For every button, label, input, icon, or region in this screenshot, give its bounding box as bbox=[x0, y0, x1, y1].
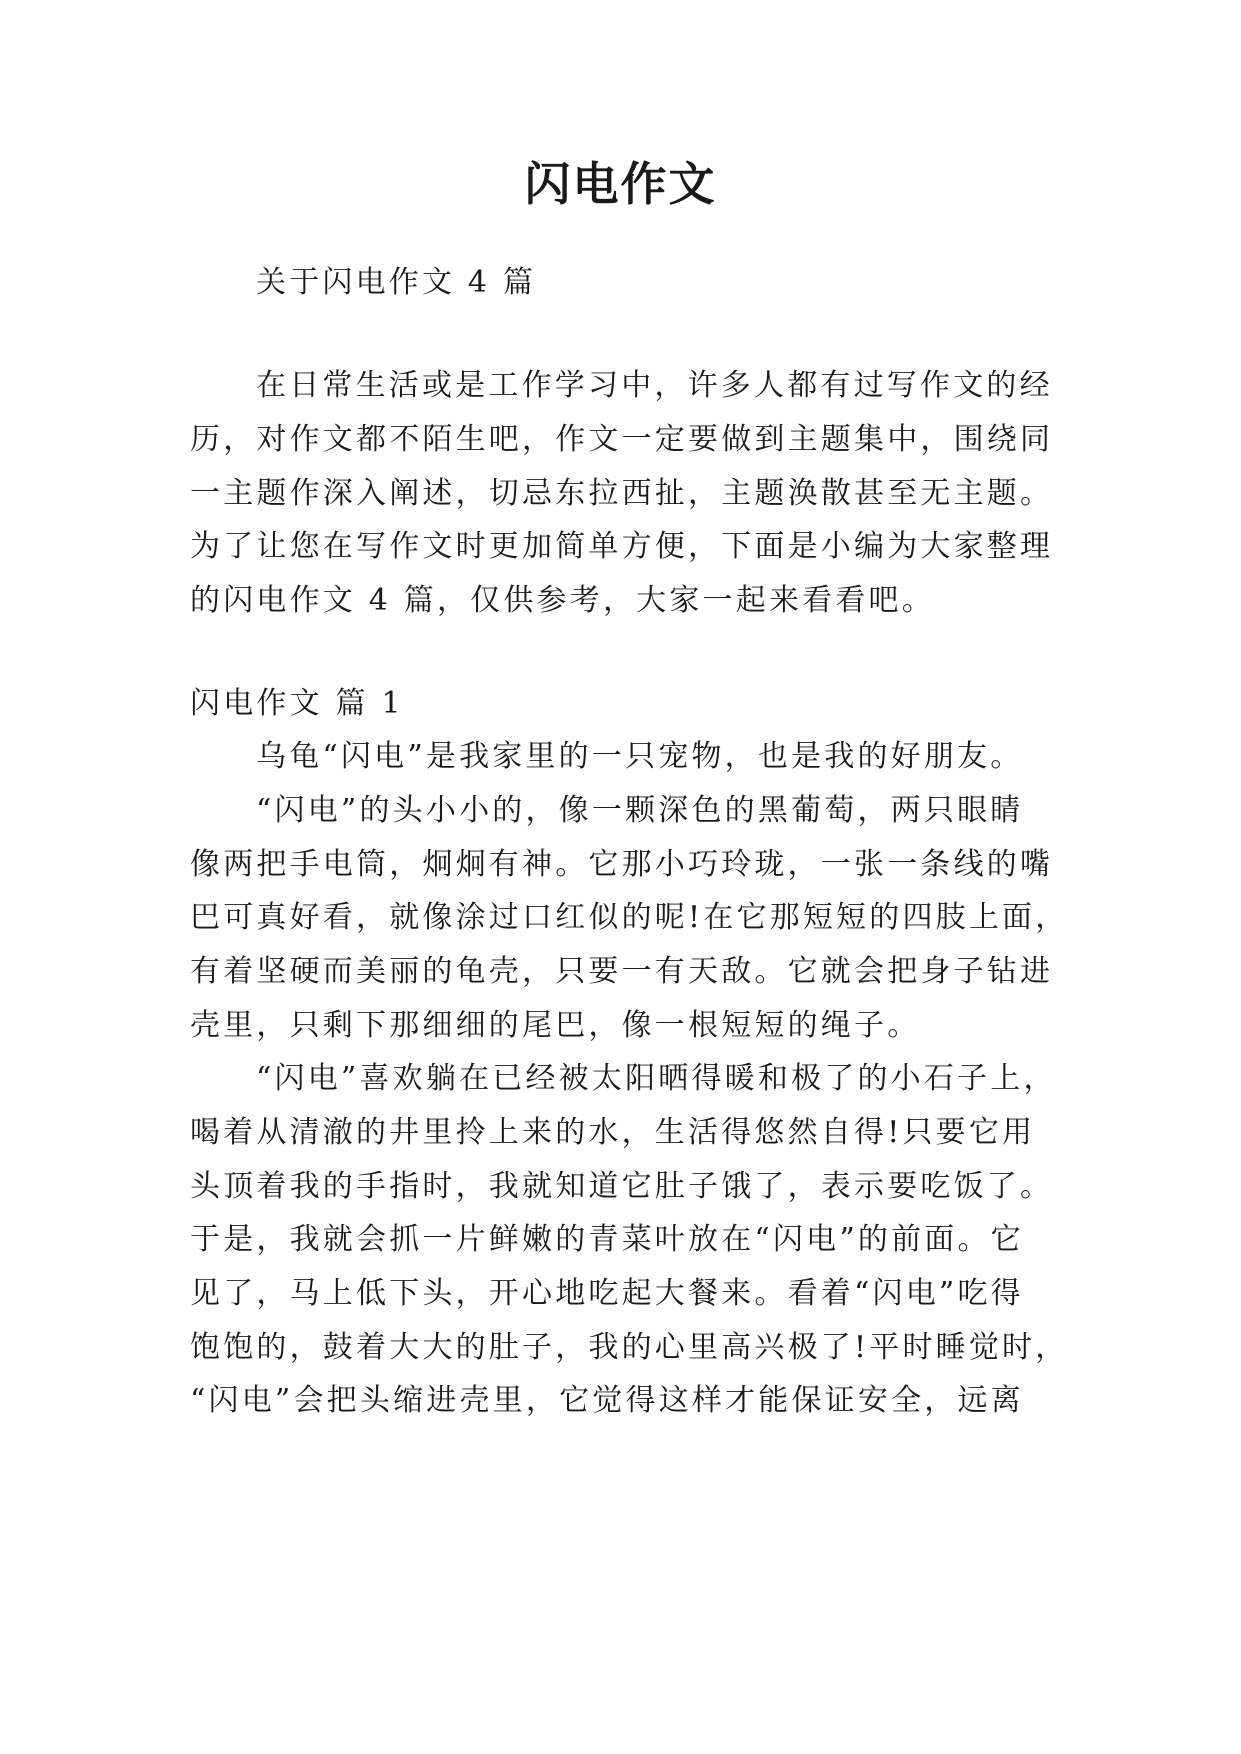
intro-line: 的闪电作文 4 篇，仅供参考，大家一起来看看吧。 bbox=[190, 583, 935, 618]
section-line: 见了，马上低下头，开心地吃起大餐来。看着“闪电”吃得 bbox=[190, 1276, 1024, 1311]
intro-line: 在日常生活或是工作学习中，许多人都有过写作文的经 bbox=[256, 368, 1053, 403]
section-line: 于是，我就会抓一片鲜嫩的青菜叶放在“闪电”的前面。它 bbox=[190, 1222, 1024, 1257]
section-line: 头顶着我的手指时，我就知道它肚子饿了，表示要吃饭了。 bbox=[190, 1169, 1054, 1204]
document-title: 闪电作文 bbox=[524, 157, 717, 211]
document-subtitle: 关于闪电作文 4 篇 bbox=[256, 265, 537, 300]
section-line: 喝着从清澈的井里拎上来的水，生活得悠然自得!只要它用 bbox=[190, 1115, 1036, 1150]
intro-line: 历，对作文都不陌生吧，作文一定要做到主题集中，围绕同 bbox=[190, 422, 1054, 457]
section-line: “闪电”会把头缩进壳里，它觉得这样才能保证安全，远离 bbox=[190, 1383, 1024, 1418]
section-line: “闪电”的头小小的，像一颗深色的黑葡萄，两只眼睛 bbox=[256, 793, 1024, 828]
intro-line: 一主题作深入阐述，切忌东拉西扯，主题涣散甚至无主题。 bbox=[190, 476, 1054, 511]
section-line: 壳里，只剩下那细细的尾巴，像一根短短的绳子。 bbox=[190, 1008, 921, 1043]
section-line: 乌龟“闪电”是我家里的一只宠物，也是我的好朋友。 bbox=[256, 739, 1024, 774]
section-line: 饱饱的，鼓着大大的肚子，我的心里高兴极了!平时睡觉时， bbox=[190, 1330, 1069, 1365]
section-line: “闪电”喜欢躺在已经被太阳晒得暖和极了的小石子上， bbox=[256, 1061, 1057, 1096]
section-heading: 闪电作文 篇 1 bbox=[190, 686, 404, 721]
section-line: 像两把手电筒，炯炯有神。它那小巧玲珑，一张一条线的嘴 bbox=[190, 847, 1054, 882]
section-line: 有着坚硬而美丽的龟壳，只要一有天敌。它就会把身子钻进 bbox=[190, 954, 1054, 989]
section-line: 巴可真好看，就像涂过口红似的呢!在它那短短的四肢上面， bbox=[190, 900, 1069, 935]
intro-line: 为了让您在写作文时更加简单方便，下面是小编为大家整理 bbox=[190, 529, 1054, 564]
